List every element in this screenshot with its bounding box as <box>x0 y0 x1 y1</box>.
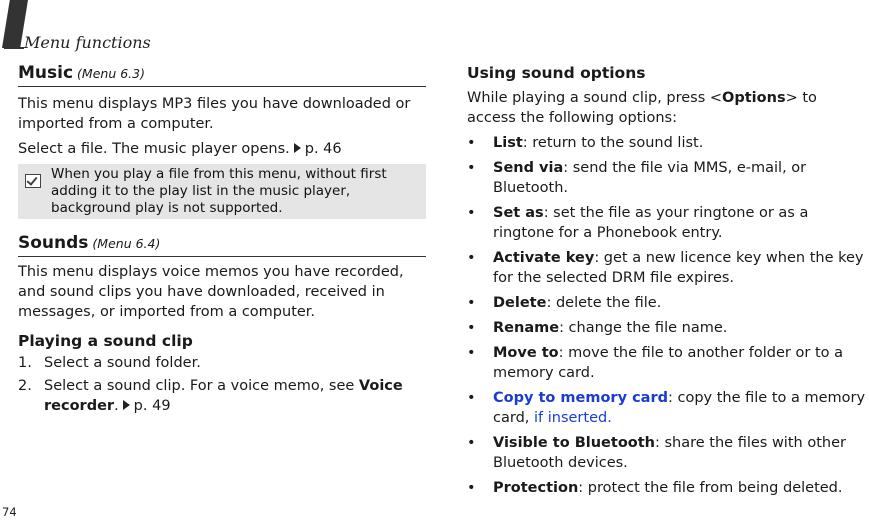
music-heading <box>18 63 426 87</box>
option-description: : send the file via MMS, e-mail, or Bluetooth. <box>493 160 807 196</box>
bullet: • <box>467 205 476 221</box>
header-rule <box>4 47 24 49</box>
bullet: • <box>467 295 476 311</box>
bullet: • <box>467 160 476 176</box>
options-list <box>467 133 869 498</box>
option-description: : move the file to another folder or to a memory card. <box>493 345 843 381</box>
step-item <box>18 376 426 416</box>
option-item <box>467 248 869 288</box>
step-text: Select a sound clip. For a voice memo, see <box>44 378 359 394</box>
page-number: 74 <box>2 505 17 519</box>
page-ref-arrow-icon <box>294 143 301 153</box>
note-box <box>18 164 426 219</box>
step-text-end: . <box>114 398 119 414</box>
page-ref-arrow-icon <box>123 400 130 410</box>
step-page-ref: p. 49 <box>133 398 171 414</box>
music-instruction-text: Select a file. The music player opens. <box>18 141 290 157</box>
option-item <box>467 433 869 473</box>
option-description: : copy the file to a memory card, <box>493 390 866 426</box>
option-term: Delete <box>493 295 547 311</box>
options-intro-post: > to access the following options: <box>467 90 817 126</box>
option-description: : set the file as your ringtone or as a ringtone for a Phonebook entry. <box>493 205 809 241</box>
option-item <box>467 133 869 153</box>
step-link-voice-recorder: Voice recorder <box>44 378 403 414</box>
option-item <box>467 343 869 383</box>
options-key: Options <box>722 90 786 106</box>
bullet: • <box>467 345 476 361</box>
bullet: • <box>467 390 476 406</box>
options-heading: Using sound options <box>467 64 646 82</box>
right-column <box>467 63 869 503</box>
option-description: : protect the file from being deleted. <box>578 480 843 496</box>
note-text: When you play a file from this menu, without first adding it to the play list in the music player, background play is not supported. <box>51 166 387 216</box>
left-column <box>18 63 426 416</box>
option-term: Move to <box>493 345 559 361</box>
music-instruction <box>18 139 426 159</box>
option-term: Send via <box>493 160 564 176</box>
step-number: 1. <box>18 355 32 371</box>
note-check-icon <box>25 174 41 188</box>
option-item <box>467 388 869 428</box>
sounds-title: Sounds <box>18 233 89 253</box>
bullet: • <box>467 320 476 336</box>
step-text: Select a sound folder. <box>44 355 201 371</box>
option-description: : change the file name. <box>559 320 728 336</box>
sounds-description: This menu displays voice memos you have recorded, and sound clips you have downloaded, received in messages, or imported from a computer. <box>18 264 404 320</box>
options-intro-pre: While playing a sound clip, press < <box>467 90 723 106</box>
option-term: Visible to Bluetooth <box>493 435 655 451</box>
option-description: : share the files with other Bluetooth devices. <box>493 435 846 471</box>
option-description: : return to the sound list. <box>522 135 704 151</box>
option-item <box>467 203 869 243</box>
option-item <box>467 158 869 198</box>
option-term: Activate key <box>493 250 595 266</box>
sounds-heading <box>18 233 426 257</box>
option-term: Set as <box>493 205 544 221</box>
step-item <box>18 353 426 373</box>
option-term: Copy to memory card <box>493 390 668 406</box>
option-term: Rename <box>493 320 560 336</box>
option-term: Protection <box>493 480 579 496</box>
playing-steps <box>18 353 426 416</box>
option-item <box>467 293 869 313</box>
music-page-ref: p. 46 <box>304 141 342 157</box>
page-header <box>0 0 200 52</box>
step-number: 2. <box>18 378 32 394</box>
music-description: This menu displays MP3 files you have downloaded or imported from a computer. <box>18 96 411 132</box>
option-description: : get a new licence key when the key for the selected DRM file expires. <box>493 250 864 286</box>
bullet: • <box>467 435 476 451</box>
sounds-menu-ref: (Menu 6.4) <box>92 236 161 251</box>
option-item <box>467 478 869 498</box>
option-item <box>467 318 869 338</box>
page-header-title: Menu functions <box>24 33 151 52</box>
bullet: • <box>467 135 476 151</box>
bullet: • <box>467 250 476 266</box>
bullet: • <box>467 480 476 496</box>
music-title: Music <box>18 63 74 83</box>
option-description: : delete the file. <box>546 295 662 311</box>
playing-heading: Playing a sound clip <box>18 332 193 350</box>
option-term: List <box>493 135 523 151</box>
music-menu-ref: (Menu 6.3) <box>77 66 145 81</box>
option-description-note: if inserted. <box>534 410 612 426</box>
options-intro <box>467 88 869 128</box>
